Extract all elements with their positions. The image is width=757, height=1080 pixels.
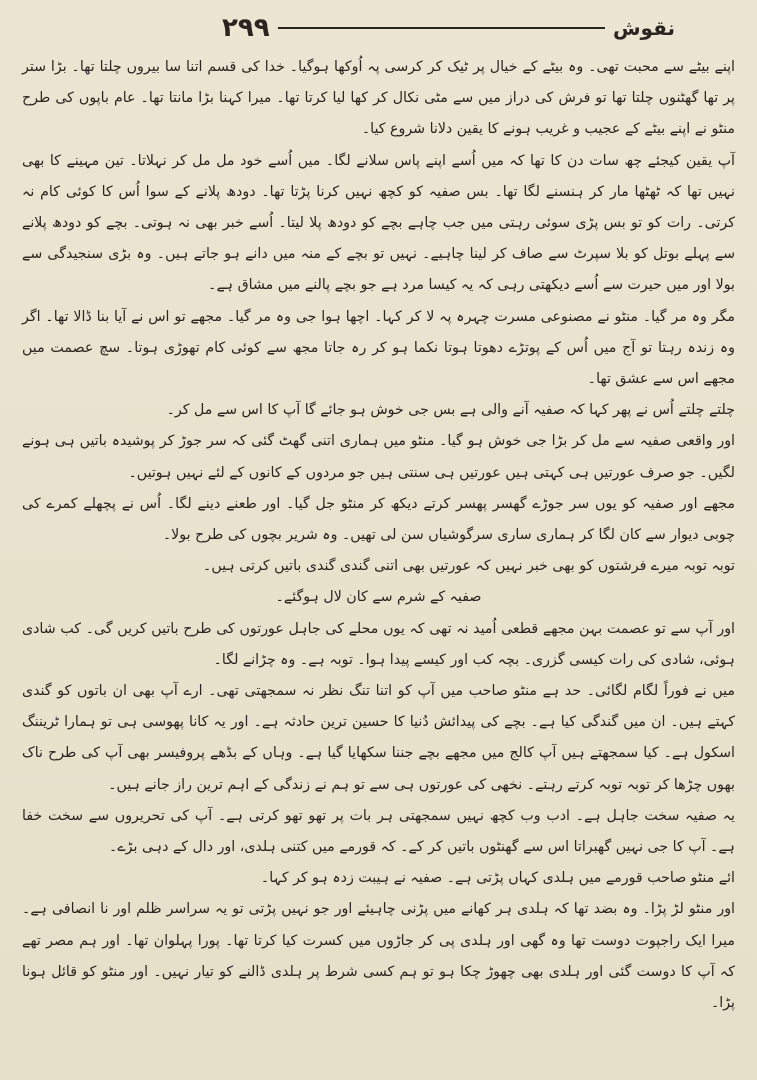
paragraph: اور واقعی صفیہ سے مل کر بڑا جی خوش ہو گیا۔ منٹو میں ہماری اتنی گھٹ گئی کہ سر جوڑ کر پوشیدہ باتیں ہی ہونے لگیں۔ جو صرف عورتیں ہی کہتی ہیں عورتیں ہی سنتی ہیں جو مردوں کے کانوں کے لئے نہیں ہوتیں۔	[22, 433, 735, 481]
paragraph: اور آپ سے تو عصمت بہن مجھے قطعی اُمید نہ تھی کہ یوں محلے کی جاہل عورتوں کی طرح باتیں کریں گی۔ کب شادی ہوئی، شادی کی رات کیسی گزری۔ بچہ کب اور کیسے پیدا ہوا۔ توبہ ہے۔ وہ چڑانے لگا۔	[22, 620, 735, 668]
header-rule	[278, 27, 605, 29]
paragraph: میں نے فوراً لگام لگائی۔ حد ہے منٹو صاحب میں آپ کو اتنا تنگ نظر نہ سمجھتی تھی۔ ارے آپ بھی ان باتوں کو گندی کہتے ہیں۔ ان میں گندگی کیا ہے۔ بچے کی پیدائش دُنیا کا حسین ترین حادثہ ہے۔ اور یہ کانا پھوسی ہی تو ہمارا ٹریننگ اسکول ہے۔ کیا سمجھتے ہیں آپ کالج میں مجھے بچے جننا سکھایا گیا ہے۔ وہاں کے بڈھے پروفیسر بھی آپ کی طرح ناک بھوں چڑھا کر توبہ توبہ کرتے رہتے۔ نخھی کی عورتوں ہی سے تو ہم نے زندگی کے اہم ترین راز جانے ہیں۔	[22, 683, 735, 793]
paragraph: اپنے بیٹے سے محبت تھی۔ وہ بیٹے کے خیال پر ٹیک کر کرسی پہ اُوکھا ہوگیا۔ خدا کی قسم اتنا سا بیروں چلتا تھا۔ بڑا ستر پر تھا گھٹنوں چلتا تھا تو فرش کی دراز میں سے مٹی نکال کر کھا لیا کرتا تھا۔ میرا کہنا بڑا مانتا تھا۔ عام باپوں کی طرح منٹو نے اپنے بیٹے کے عجیب و غریب ہونے کا یقین دلانا شروع کیا۔	[22, 59, 735, 138]
article-body	[22, 52, 735, 1019]
paragraph: صفیہ کے شرم سے کان لال ہوگئے۔	[275, 589, 482, 606]
paragraph: مگر وہ مر گیا۔ منٹو نے مصنوعی مسرت چہرہ پہ لا کر کہا۔ اچھا ہوا جی وہ مر گیا۔ مجھے تو اس نے آیا بنا ڈالا تھا۔ اگر وہ زندہ رہتا تو آج میں اُس کے پوتڑے دھوتا ہوتا نکما ہو کر رہ جاتا مجھ سے کوئی کام تھوڑی ہوتا۔ سچ عصمت میں مجھے اس سے عشق تھا۔	[22, 308, 735, 388]
paragraph: توبہ توبہ میرے فرشتوں کو بھی خبر نہیں کہ عورتیں بھی اتنی گندی گندی باتیں کرتی ہیں۔	[203, 558, 735, 575]
paragraph: مجھے اور صفیہ کو یوں سر جوڑے گھسر پھسر کرتے دیکھ کر منٹو جل گیا۔ اور طعنے دینے لگا۔ اُس نے پچھلے کمرے کی چوبی دیوار سے کان لگا کر ہماری ساری سرگوشیاں سن لی تھیں۔ وہ شریر بچوں کی طرح بولا۔	[22, 495, 735, 544]
page-header	[222, 10, 675, 46]
paragraph: یہ صفیہ سخت جاہل ہے۔ ادب وب کچھ نہیں سمجھتی ہر بات پر تھو تھو کرتی ہے۔ آپ کی تحریروں سے سخت خفا ہے۔ آپ کا جی نہیں گھبراتا اس سے گھنٹوں باتیں کر کے۔ کہ قورمے میں کتنی ہلدی، اور دال کے دہی بڑے۔	[22, 807, 735, 856]
page-number: ۲۹۹	[222, 13, 270, 43]
journal-title: نقوش	[612, 16, 675, 40]
paragraph: آپ یقین کیجئے چھ سات دن کا تھا کہ میں اُسے اپنے پاس سلانے لگا۔ میں اُسے خود مل مل کر نہلاتا۔ تین مہینے کا بھی نہیں تھا کہ ٹھٹھا مار کر ہنسنے لگا تھا۔ بس صفیہ کو کچھ نہیں کرنا پڑتا تھا۔ دودھ پلانے کے سوا اُس کا کوئی کام نہ کرتی۔ رات کو تو بس پڑی سوئی رہتی میں جب چاہے بچے کو دودھ پلا لیتا۔ اُسے خبر بھی نہ ہوتی۔ بچے کو دودھ پلانے سے پہلے بوتل کو بلا سپرٹ سے صاف کر لینا چاہیے۔ نہیں تو بچے کے منہ میں دانے ہو جاتے ہیں۔ وہ بڑی سنجیدگی سے بولا اور میں حیرت سے اُسے دیکھتی رہی کہ یہ کیسا مرد ہے جو بچے پالنے میں مشاق ہے۔	[22, 152, 735, 294]
paragraph: اور منٹو لڑ پڑا۔ وہ بضد تھا کہ ہلدی ہر کھانے میں پڑنی چاہیئے اور جو نہیں پڑتی تو یہ سراسر ظلم اور نا انصافی ہے۔ میرا ایک راجپوت دوست تھا وہ گھی اور ہلدی پی کر جاڑوں میں کسرت کیا کرتا تھا۔ پورا پہلوان تھا۔ اور ہم مصر تھے کہ آپ کا دوست گئی اور ہلدی بھی چھوڑ چکا ہو تو ہم کسی شرط پر ہلدی ڈالنے کو تیار نہیں۔ اور منٹو کو قائل ہونا پڑا۔	[22, 901, 735, 1012]
paragraph: چلتے چلتے اُس نے پھر کہا کہ صفیہ آنے والی ہے بس جی خوش ہو جائے گا آپ کا اس سے مل کر۔	[166, 402, 735, 419]
paragraph: ائے منٹو صاحب قورمے میں ہلدی کہاں پڑتی ہے۔ صفیہ نے ہیبت زدہ ہو کر کہا۔	[260, 870, 735, 887]
